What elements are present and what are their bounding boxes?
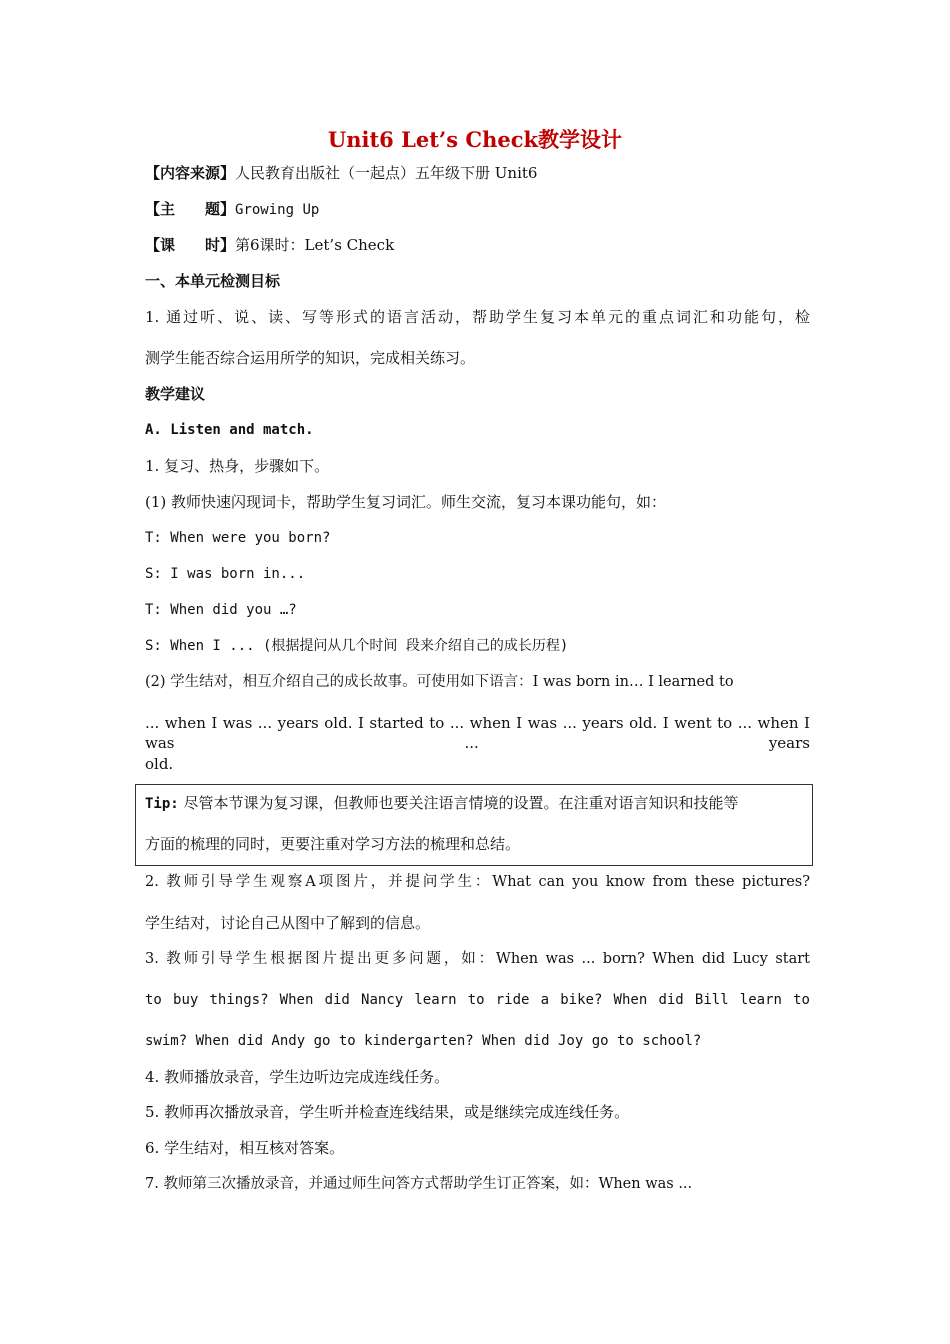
period-label: 【课 时】	[145, 236, 236, 254]
step-2-line-1: 2. 教师引导学生观察A项图片，并提问学生：What can you know from these pictures?	[145, 874, 810, 890]
step-3-line-3: swim? When did Andy go to kindergarten? When did Joy go to school?	[145, 1033, 702, 1049]
step-3-line-2: to buy things? When did Nancy learn to ride a bike? When did Bill learn to	[145, 992, 810, 1008]
tip-label: Tip:	[145, 796, 179, 812]
step-2-line-2: 学生结对，讨论自己从图中了解到的信息。	[145, 914, 431, 932]
dialog-line: T: When were you born?	[145, 530, 331, 546]
topic-value: Growing Up	[235, 202, 320, 218]
dialog-line: S: When I ... (根据提问从几个时间 段来介绍自己的成长历程)	[145, 638, 569, 654]
period-value: 第6课时：Let’s Check	[235, 236, 395, 254]
tip-line-2: 方面的梳理的同时，更要注重对学习方法的梳理和总结。	[145, 835, 521, 853]
dialog-line: S: I was born in...	[145, 566, 306, 582]
step-5: 5. 教师再次播放录音，学生听并检查连线结果，或是继续完成连线任务。	[145, 1103, 630, 1121]
tip-line-1	[145, 793, 807, 814]
goal-line-1: 1. 通过听、说、读、写等形式的语言活动，帮助学生复习本单元的重点词汇和功能句，检	[145, 308, 810, 326]
meta-source	[145, 163, 810, 183]
meta-period	[145, 235, 810, 255]
step-1-1: (1) 教师快速闪现词卡，帮助学生复习词汇。师生交流，复习本课功能句，如：	[145, 493, 667, 511]
dialog-line: T: When did you …?	[145, 602, 297, 618]
part-a-heading: A. Listen and match.	[145, 422, 314, 438]
step-1-2-line-2: ... when I was ... years old. I started to ... when I was ... years old. I went to ... when I was ... years	[145, 714, 810, 752]
step-6: 6. 学生结对，相互核对答案。	[145, 1139, 345, 1157]
step-1-2-line-1: (2) 学生结对，相互介绍自己的成长故事。可使用如下语言：I was born in… I learned to	[145, 674, 734, 690]
topic-label: 【主 题】	[145, 200, 236, 218]
goal-line-2: 测学生能否综合运用所学的知识，完成相关练习。	[145, 349, 476, 367]
tip-box	[135, 784, 813, 866]
step-7: 7. 教师第三次播放录音，并通过师生问答方式帮助学生订正答案，如：When was ...	[145, 1176, 693, 1192]
document-title: Unit6 Let’s Check教学设计	[327, 127, 623, 152]
meta-topic	[145, 199, 810, 220]
section-heading: 一、本单元检测目标	[145, 272, 281, 290]
tip-text-1: 尽管本节课为复习课，但教师也要关注语言情境的设置。在注重对语言知识和技能等	[183, 794, 739, 812]
source-label: 【内容来源】	[145, 164, 236, 182]
suggestions-heading: 教学建议	[145, 385, 206, 403]
source-value: 人民教育出版社（一起点）五年级下册 Unit6	[235, 164, 538, 182]
step-1: 1. 复习、热身，步骤如下。	[145, 457, 330, 475]
step-1-2-line-3: old.	[145, 755, 174, 773]
step-4: 4. 教师播放录音，学生边听边完成连线任务。	[145, 1068, 450, 1086]
step-3-line-1: 3. 教师引导学生根据图片提出更多问题，如：When was ... born? When did Lucy start	[145, 951, 810, 967]
